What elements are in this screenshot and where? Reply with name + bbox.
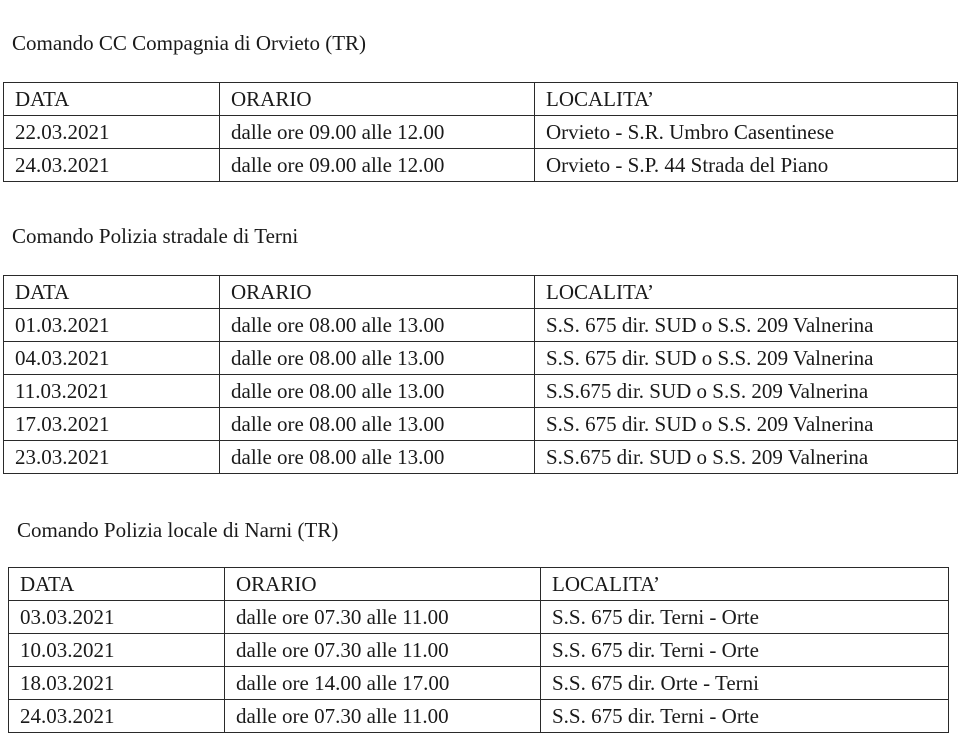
cell-date: 22.03.2021 xyxy=(4,116,220,149)
table-row xyxy=(9,700,949,733)
cell-time: dalle ore 08.00 alle 13.00 xyxy=(220,309,535,342)
cell-time: dalle ore 09.00 alle 12.00 xyxy=(220,149,535,182)
cell-location: S.S.675 dir. SUD o S.S. 209 Valnerina xyxy=(535,375,958,408)
cell-location: S.S. 675 dir. SUD o S.S. 209 Valnerina xyxy=(535,408,958,441)
cell-location: S.S. 675 dir. SUD o S.S. 209 Valnerina xyxy=(535,342,958,375)
section-title-polizia-locale-narni: Comando Polizia locale di Narni (TR) xyxy=(17,518,339,542)
header-localita: LOCALITA’ xyxy=(535,83,958,116)
table-row xyxy=(4,116,958,149)
header-data: DATA xyxy=(4,276,220,309)
cell-time: dalle ore 09.00 alle 12.00 xyxy=(220,116,535,149)
header-localita: LOCALITA’ xyxy=(535,276,958,309)
cell-date: 11.03.2021 xyxy=(4,375,220,408)
header-localita: LOCALITA’ xyxy=(541,568,949,601)
cell-location: Orvieto - S.R. Umbro Casentinese xyxy=(535,116,958,149)
table-header-row xyxy=(4,276,958,309)
cell-time: dalle ore 08.00 alle 13.00 xyxy=(220,375,535,408)
table-header-row xyxy=(9,568,949,601)
schedule-table-orvieto xyxy=(3,82,958,182)
cell-date: 01.03.2021 xyxy=(4,309,220,342)
cell-date: 24.03.2021 xyxy=(4,149,220,182)
cell-location: S.S. 675 dir. SUD o S.S. 209 Valnerina xyxy=(535,309,958,342)
table-row xyxy=(4,441,958,474)
cell-date: 17.03.2021 xyxy=(4,408,220,441)
table-row xyxy=(4,309,958,342)
cell-location: S.S.675 dir. SUD o S.S. 209 Valnerina xyxy=(535,441,958,474)
table-row xyxy=(4,375,958,408)
cell-date: 04.03.2021 xyxy=(4,342,220,375)
header-orario: ORARIO xyxy=(225,568,541,601)
cell-location: S.S. 675 dir. Terni - Orte xyxy=(541,700,949,733)
cell-location: S.S. 675 dir. Terni - Orte xyxy=(541,634,949,667)
table-row xyxy=(4,342,958,375)
cell-date: 24.03.2021 xyxy=(9,700,225,733)
cell-date: 10.03.2021 xyxy=(9,634,225,667)
cell-location: S.S. 675 dir. Orte - Terni xyxy=(541,667,949,700)
header-data: DATA xyxy=(9,568,225,601)
header-orario: ORARIO xyxy=(220,276,535,309)
section-title-orvieto: Comando CC Compagnia di Orvieto (TR) xyxy=(12,31,367,55)
section-title-polizia-stradale: Comando Polizia stradale di Terni xyxy=(12,224,299,248)
schedule-table-polizia-stradale xyxy=(3,275,958,474)
cell-time: dalle ore 08.00 alle 13.00 xyxy=(220,441,535,474)
header-data: DATA xyxy=(4,83,220,116)
cell-time: dalle ore 14.00 alle 17.00 xyxy=(225,667,541,700)
table-row xyxy=(9,634,949,667)
header-orario: ORARIO xyxy=(220,83,535,116)
cell-date: 23.03.2021 xyxy=(4,441,220,474)
table-row xyxy=(9,601,949,634)
cell-time: dalle ore 07.30 alle 11.00 xyxy=(225,700,541,733)
cell-time: dalle ore 08.00 alle 13.00 xyxy=(220,342,535,375)
table-row xyxy=(4,408,958,441)
table-row xyxy=(9,667,949,700)
cell-time: dalle ore 08.00 alle 13.00 xyxy=(220,408,535,441)
cell-time: dalle ore 07.30 alle 11.00 xyxy=(225,601,541,634)
table-header-row xyxy=(4,83,958,116)
cell-time: dalle ore 07.30 alle 11.00 xyxy=(225,634,541,667)
cell-location: S.S. 675 dir. Terni - Orte xyxy=(541,601,949,634)
table-row xyxy=(4,149,958,182)
cell-date: 18.03.2021 xyxy=(9,667,225,700)
schedule-table-polizia-locale-narni xyxy=(8,567,949,733)
cell-date: 03.03.2021 xyxy=(9,601,225,634)
cell-location: Orvieto - S.P. 44 Strada del Piano xyxy=(535,149,958,182)
